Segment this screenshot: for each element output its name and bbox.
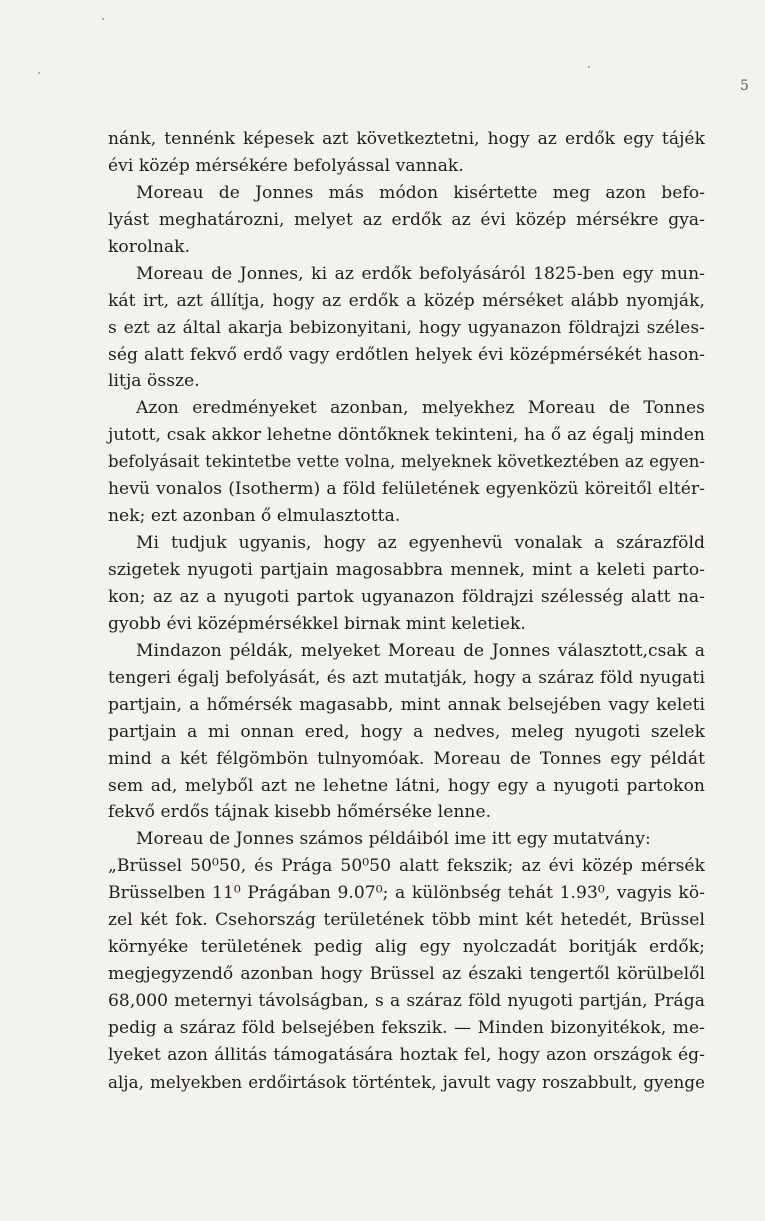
text-line: Moreau de Jonnes, ki az erdők befolyásáról 1825-ben egy mun- [136,263,705,284]
page-number: 5 [740,78,749,94]
text-line: sem ad, melyből azt ne lehetne látni, hogy egy a nyugoti partokon [108,775,705,796]
text-line: befolyásait tekintetbe vette volna, melyeknek következtében az egyen- [108,452,705,472]
text-line: Mindazon példák, melyeket Moreau de Jonnes választott,csak a [136,640,705,661]
text-line: „Brüssel 50⁰50, és Prága 50⁰50 alatt fekszik; az évi közép mérsék [108,856,705,877]
text-line: nek; ezt azonban ő elmulasztotta. [108,506,401,527]
text-line: mind a két félgömbön tulnyomóak. Moreau de Tonnes egy példát [108,748,705,769]
text-line: lyást meghatározni, melyet az erdők az évi közép mérsékre gya- [108,209,705,230]
text-line: zel két fok. Csehország területének több mint két hetedét, Brüssel [108,910,705,931]
body-text [108,126,705,1096]
text-line: Brüsselben 11⁰ Prágában 9.07⁰; a különbség tehát 1.93⁰, vagyis kö- [108,883,705,904]
text-line: kon; az az a nyugoti partok ugyanazon földrajzi szélesség alatt na- [108,586,705,607]
text-line: hevü vonalos (Isotherm) a föld felületének egyenközü köreitől eltér- [108,479,705,500]
text-line: környéke területének pedig alig egy nyolczadát boritják erdők; [108,937,705,958]
text-line: fekvő erdős tájnak kisebb hőmérséke lenne. [108,802,492,823]
paper-speck [38,72,40,74]
text-line: 68,000 meternyi távolságban, s a száraz föld nyugoti partján, Prága [108,991,705,1011]
text-line: kát irt, azt állítja, hogy az erdők a közép mérséket alább nyomják, [108,290,705,311]
text-line: Azon eredményeket azonban, melyekhez Moreau de Tonnes [136,398,705,419]
text-line: korolnak. [108,236,191,257]
text-line: gyobb évi középmérsékkel birnak mint keletiek. [108,613,526,634]
text-line: ség alatt fekvő erdő vagy erdőtlen helyek évi középmérsékét hason- [108,344,705,365]
paper-speck [102,18,104,20]
paper-speck [588,66,590,68]
text-line: Moreau de Jonnes más módon kisértette meg azon befo- [136,182,705,203]
text-line: lyeket azon állitás támogatására hoztak fel, hogy azon országok ég- [108,1044,705,1065]
text-line: megjegyzendő azonban hogy Brüssel az északi tengertől körülbelől [108,964,705,985]
text-line: nánk, tennénk képesek azt következtetni, hogy az erdők egy tájék [108,129,705,149]
text-line: szigetek nyugoti partjain magosabbra mennek, mint a keleti parto- [108,560,705,580]
text-line: Moreau de Jonnes számos példáiból ime itt egy mutatvány: [136,829,651,850]
text-line: partjain, a hőmérsék magasabb, mint annak belsejében vagy keleti [108,694,705,715]
text-line: pedig a száraz föld belsejében fekszik. — Minden bizonyitékok, me- [108,1017,705,1038]
text-line: litja össze. [108,371,200,392]
text-line: tengeri égalj befolyását, és azt mutatják, hogy a száraz föld nyugati [108,667,705,688]
text-line: partjain a mi onnan ered, hogy a nedves, meleg nyugoti szelek [108,721,705,742]
text-line: jutott, csak akkor lehetne döntőknek tekinteni, ha ő az égalj minden [108,425,705,446]
text-line: s ezt az által akarja bebizonyitani, hogy ugyanazon földrajzi széles- [108,317,705,338]
text-line: Mi tudjuk ugyanis, hogy az egyenhevü vonalak a szárazföld [136,533,705,554]
text-line: évi közép mérsékére befolyással vannak. [108,155,464,176]
text-line: alja, melyekben erdőirtások történtek, javult vagy roszabbult, gyenge [108,1071,705,1092]
